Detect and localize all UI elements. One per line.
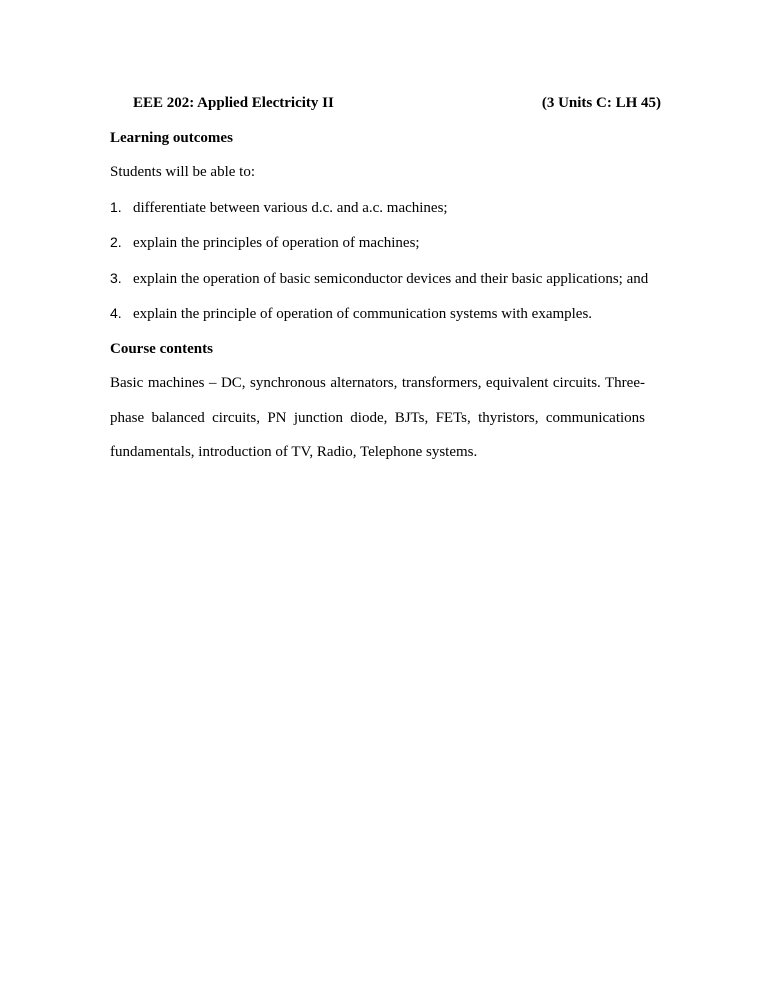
outcome-item-text: differentiate between various d.c. and a.c. machines; xyxy=(133,199,448,216)
document-content xyxy=(110,86,661,470)
outcome-item-text: explain the principles of operation of machines; xyxy=(133,235,420,251)
course-header-row xyxy=(110,86,661,121)
outcome-item-number: 1. xyxy=(110,198,122,215)
course-contents-heading: Course contents xyxy=(110,340,213,357)
outcome-item xyxy=(110,190,661,226)
outcome-item-text: explain the principle of operation of communication systems with examples. xyxy=(133,306,593,322)
course-contents-body: Basic machines – DC, synchronous alternators, transformers, equivalent circuits. Three-phase balanced circuits, PN junction diode, BJTs, FETs, thyristors, communications fundamentals, introduction of TV, Radio, Telephone systems. xyxy=(110,375,645,460)
outcome-item-number: 3. xyxy=(110,269,122,286)
outcome-item xyxy=(110,225,661,261)
outcome-item-number: 4. xyxy=(110,305,122,321)
outcome-item xyxy=(110,261,661,297)
learning-outcomes-intro: Students will be able to: xyxy=(110,164,255,180)
outcome-item-text: explain the operation of basic semiconductor devices and their basic applications; and xyxy=(133,270,649,287)
learning-outcomes-heading: Learning outcomes xyxy=(110,129,233,146)
course-title: EEE 202: Applied Electricity II xyxy=(133,95,334,111)
course-units: (3 Units C: LH 45) xyxy=(541,95,661,111)
outcome-item xyxy=(110,296,661,332)
outcome-item-number: 2. xyxy=(110,234,122,250)
